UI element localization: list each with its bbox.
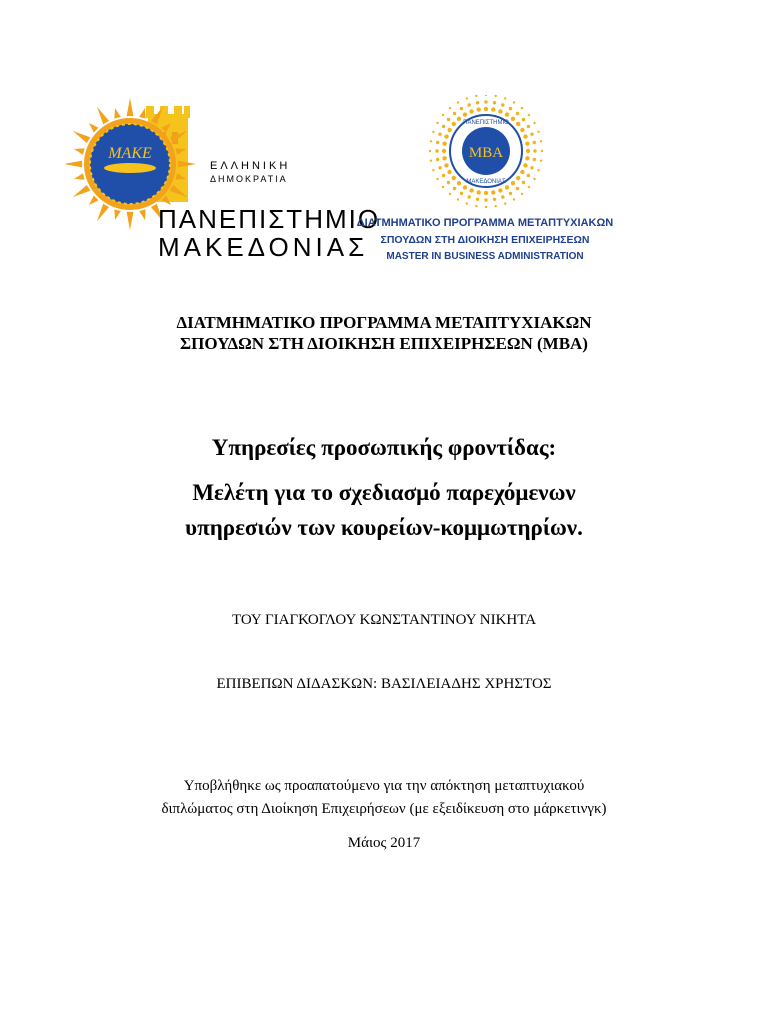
ray-dot <box>484 198 487 201</box>
ray-dot <box>460 107 463 110</box>
sun-ray <box>73 131 90 143</box>
ray-dot <box>513 101 515 103</box>
ray-dot <box>530 166 533 169</box>
mba-logo <box>330 95 640 270</box>
ray-dot <box>449 193 451 195</box>
ray-dot <box>468 103 471 106</box>
ray-dot <box>463 112 467 116</box>
ray-dot <box>484 191 488 195</box>
ray-dot <box>537 169 539 171</box>
republic-line2: ΔΗΜΟΚΡΑΤΙΑ <box>210 174 288 184</box>
sun-ray <box>64 161 82 168</box>
sun-ray <box>114 209 120 220</box>
sun-ray <box>127 98 134 116</box>
ray-dot <box>476 101 479 104</box>
ray-dot <box>477 107 481 111</box>
ray-dot <box>442 186 444 188</box>
ray-dot <box>442 114 444 116</box>
ray-dot <box>432 169 434 171</box>
ray-dot <box>501 103 504 106</box>
ray-dot <box>436 141 439 144</box>
sun-ray <box>127 212 134 230</box>
ray-dot <box>452 122 456 126</box>
mba-ring-bottom: ΜΑΚΕΔΟΝΙΑΣ <box>466 179 506 185</box>
ray-dot <box>504 97 506 99</box>
ray-dot <box>493 198 496 201</box>
ray-dot <box>541 150 543 152</box>
ray-dot <box>491 107 495 111</box>
ray-dot <box>527 174 530 177</box>
ray-dot <box>442 156 446 160</box>
ray-dot <box>457 101 459 103</box>
ray-dot <box>485 95 487 96</box>
ray-dot <box>468 195 471 198</box>
ray-dot <box>520 128 524 132</box>
emblem-text: ΜΑΚΕ <box>108 145 152 162</box>
ray-dot <box>516 112 519 115</box>
ray-dot <box>533 158 536 161</box>
university-logo <box>62 92 381 272</box>
thesis-title-line3: υπηρεσιών των κουρείων-κομμωτηρίων. <box>185 515 583 540</box>
ray-dot <box>516 176 520 180</box>
program-heading-line1: ΔΙΑΤΜΗΜΑΤΙΚΟ ΠΡΟΓΡΑΜΜΑ ΜΕΤΑΠΤΥΧΙΑΚΩΝ <box>176 313 592 332</box>
ray-dot <box>509 107 512 110</box>
ray-dot <box>435 149 438 152</box>
ray-dot <box>475 95 477 97</box>
mba-emblem-text: MBA <box>468 145 504 161</box>
thesis-title-line2: Μελέτη για το σχεδιασμό παρεχόμενων <box>192 480 576 505</box>
ray-dot <box>444 163 448 167</box>
ray-dot <box>516 187 519 190</box>
ray-dot <box>469 188 473 192</box>
ray-dot <box>447 128 451 132</box>
ray-dot <box>540 160 542 162</box>
ray-dot <box>447 181 450 184</box>
ray-dot <box>533 122 535 124</box>
ray-dot <box>436 122 438 124</box>
ray-dot <box>430 160 432 162</box>
ray-dot <box>452 176 456 180</box>
ray-dot <box>449 107 451 109</box>
submission-line2: διπλώματος στη Διοίκηση Επιχειρήσεων (με εξειδίκευση στο μάρκετινγκ) <box>161 801 607 817</box>
ray-dot <box>505 112 509 116</box>
ray-dot <box>485 206 487 208</box>
ray-dot <box>438 166 441 169</box>
ray-dot <box>466 202 468 204</box>
sun-ray <box>89 123 99 133</box>
ray-dot <box>491 190 495 194</box>
mba-emblem <box>330 95 640 215</box>
sun-ray <box>89 196 99 206</box>
ray-dot <box>447 118 450 121</box>
ray-dot <box>498 109 502 113</box>
ray-dot <box>533 178 535 180</box>
ray-dot <box>527 125 530 128</box>
supervisor: ΕΠΙΒΕΠΩΝ ΔΙΔΑΣΚΩΝ: ΒΑΣΙΛΕΙΑΔΗΣ ΧΡΗΣΤΟΣ <box>216 676 552 692</box>
ray-dot <box>457 198 459 200</box>
ray-dot <box>528 186 530 188</box>
ray-dot <box>453 187 456 190</box>
sun-ray <box>97 204 109 221</box>
ray-dot <box>498 188 502 192</box>
ray-dot <box>430 140 432 142</box>
sun-ray <box>74 148 85 154</box>
sun-ray <box>139 108 145 119</box>
sun-ray <box>97 107 109 124</box>
sun-ray <box>139 209 145 220</box>
ray-dot <box>521 193 523 195</box>
ray-dot <box>530 133 533 136</box>
ray-dot <box>495 205 497 207</box>
sun-ray <box>74 173 85 179</box>
ray-dot <box>477 190 481 194</box>
ray-dot <box>526 149 530 153</box>
ray-dot <box>522 118 525 121</box>
author: ΤΟΥ ΓΙΑΓΚΟΓΛΟΥ ΚΩΝΣΤΑΝΤΙΝΟΥ ΝΙΚΗΤΑ <box>231 612 537 628</box>
ray-dot <box>504 202 506 204</box>
ray-dot <box>525 156 529 160</box>
ray-dot <box>442 125 445 128</box>
ray-dot <box>522 181 525 184</box>
mba-line2: ΣΠΟΥΔΩΝ ΣΤΗ ΔΙΟΙΚΗΣΗ ΕΠΙΧΕΙΡΗΣΕΩΝ <box>380 234 590 246</box>
date: Μάιος 2017 <box>347 835 421 851</box>
sun-ray <box>73 185 90 197</box>
ray-dot <box>463 185 467 189</box>
submission-line1: Υποβλήθηκε ως προαπατούμενο για την απόκτηση μεταπτυχιακού <box>183 778 585 794</box>
ray-dot <box>533 141 536 144</box>
ray-dot <box>493 101 496 104</box>
mba-line3: MASTER IN BUSINESS ADMINISTRATION <box>386 251 584 262</box>
ray-dot <box>520 170 524 174</box>
ray-dot <box>432 131 434 133</box>
ray-dot <box>505 185 509 189</box>
ray-dot <box>453 112 456 115</box>
ray-dot <box>521 107 523 109</box>
ray-dot <box>511 181 515 185</box>
ray-dot <box>457 117 461 121</box>
ray-dot <box>516 122 520 126</box>
ray-dot <box>525 142 529 146</box>
ray-dot <box>513 198 515 200</box>
ray-dot <box>438 133 441 136</box>
mba-ring-top: ΠΑΝΕΠΙΣΤΗΜΙΟ <box>463 120 509 126</box>
program-heading-line2: ΣΠΟΥΔΩΝ ΣΤΗ ΔΙΟΙΚΗΣΗ ΕΠΙΧΕΙΡΗΣΕΩΝ (MBA) <box>180 334 588 353</box>
ray-dot <box>509 192 512 195</box>
ray-dot <box>528 114 530 116</box>
mba-line1: ΔΙΑΤΜΗΜΑΤΙΚΟ ΠΡΟΓΡΑΜΜΑ ΜΕΤΑΠΤΥΧΙΑΚΩΝ <box>356 217 614 229</box>
ray-dot <box>444 134 448 138</box>
ray-dot <box>466 97 468 99</box>
ray-dot <box>523 134 527 138</box>
ray-dot <box>511 117 515 121</box>
ray-dot <box>540 140 542 142</box>
ray-dot <box>429 150 431 152</box>
republic-line1: ΕΛΛΗΝΙΚΗ <box>210 160 291 172</box>
university-name-line1: ΠΑΝΕΠΙΣΤΗΜΙΟ <box>158 204 381 234</box>
ray-dot <box>442 174 445 177</box>
ray-dot <box>484 107 488 111</box>
ray-dot <box>436 178 438 180</box>
ray-dot <box>469 109 473 113</box>
ray-dot <box>523 163 527 167</box>
ray-dot <box>476 198 479 201</box>
university-name-line2: ΜΑΚΕΔΟΝΙΑΣ <box>158 232 369 262</box>
ray-dot <box>447 170 451 174</box>
thesis-title-line1: Υπηρεσίες προσωπικής φροντίδας: <box>211 435 557 460</box>
sun-ray <box>114 108 120 119</box>
ray-dot <box>460 192 463 195</box>
ray-dot <box>533 149 536 152</box>
ray-dot <box>442 142 446 146</box>
ray-dot <box>457 181 461 185</box>
ray-dot <box>537 131 539 133</box>
ray-dot <box>495 95 497 97</box>
ray-dot <box>475 205 477 207</box>
ray-dot <box>484 100 487 103</box>
ray-dot <box>501 195 504 198</box>
ray-dot <box>436 158 439 161</box>
ray-dot <box>442 149 446 153</box>
